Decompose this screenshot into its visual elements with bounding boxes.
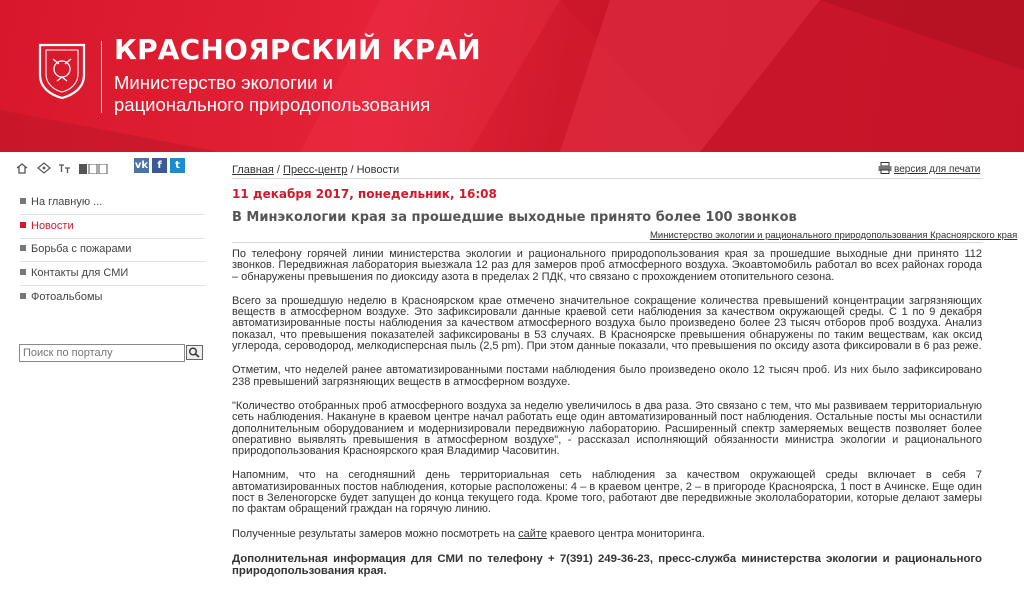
- bullet-icon: [20, 245, 26, 251]
- article-paragraph: Отметим, что неделей ранее автоматизированными постами наблюдения было произведено около 12 тысяч проб. Из них было зафиксировано 238 превышений загрязняющих веществ в атмосферном воздухе.: [232, 364, 982, 388]
- article-body: [232, 249, 982, 590]
- article-paragraph: По телефону горячей линии министерства экологии и рационального природопользования края за прошедшие выходные дни принято 112 звонков. Передвижная лаборатория выезжала 12 раз для замеров проб атмосферного воздуха. Экоавтомобиль работал во всех районах города – обнаружены превышения по диоксиду азота в пределах 2 ПДК, что связано с прохождением отопительного сезона.: [232, 248, 982, 283]
- print-version[interactable]: [878, 162, 980, 175]
- monitoring-site-link[interactable]: сайте: [518, 527, 547, 540]
- divider: [232, 178, 982, 179]
- font-size-icon[interactable]: [58, 162, 72, 174]
- menu-item-photo-albums[interactable]: [20, 289, 200, 305]
- sitemap-icon[interactable]: [37, 162, 51, 174]
- menu-item-fires[interactable]: [20, 241, 200, 257]
- menu-divider: [20, 214, 205, 215]
- breadcrumb: [232, 164, 399, 176]
- coat-of-arms-logo[interactable]: [37, 41, 87, 99]
- breadcrumb-separator: /: [273, 164, 284, 176]
- menu-item-label: Борьба с пожарами: [31, 243, 132, 255]
- article-paragraph: Напомним, что на сегодняшний день территориальная сеть наблюдения за качеством окружающей среды включает в себя 7 автоматизированных постов наблюдения, которые расположены: 4 – в краевом центре, 2 – в пригороде Красноярска, 1 пост в Ачинске. Еще один пост в Зеленогорске будет запущен до конца текущего года. Кроме того, работают две передвижные экололаборатории, которые делают замеры по фактам обращений граждан на горячую линию.: [232, 469, 982, 516]
- ministry-line-1: Министерство экологии и: [114, 72, 333, 93]
- low-vision-icon[interactable]: [79, 164, 108, 174]
- ministry-name: [114, 72, 474, 116]
- search-button[interactable]: [186, 345, 203, 360]
- bullet-icon: [20, 269, 26, 275]
- article-paragraph: [232, 529, 982, 540]
- menu-item-media-contacts[interactable]: [20, 265, 200, 281]
- media-contact-info: Дополнительная информация для СМИ по телефону + 7(391) 249-36-23, пресс-служба министерства экологии и рационального природопользования края.: [232, 552, 982, 577]
- menu-item-home[interactable]: [20, 194, 200, 210]
- breadcrumb-home-link[interactable]: Главная: [232, 164, 274, 176]
- search-icon: [187, 346, 202, 359]
- region-title[interactable]: КРАСНОЯРСКИЙ КРАЙ: [114, 33, 481, 66]
- print-version-link[interactable]: версия для печати: [894, 164, 981, 175]
- breadcrumb-current: Новости: [356, 164, 400, 176]
- article-date: 11 декабря 2017, понедельник, 16:08: [232, 187, 497, 201]
- menu-item-news[interactable]: [20, 218, 200, 234]
- menu-item-label: На главную ...: [31, 196, 103, 208]
- divider: [232, 242, 982, 243]
- paragraph-text: краевого центра мониторинга.: [546, 527, 705, 540]
- article-paragraph: "Количество отобранных проб атмосферного воздуха за неделю увеличилось в два раза. Это связано с тем, что мы развиваем территориальную сеть наблюдения. Накануне в краевом центре начал работать еще один автоматизированный пост наблюдения. Остальные посты мы оснастили дополнительным оборудованием и модернизировали передвижную лабораторию. Расширенный спектр замеряемых веществ позволяет более оперативно выявлять превышения в атмосферном воздухе", - рассказал исполняющий обязанности министра экологии и рационального природопользования Красноярского края Владимир Часовитин.: [232, 399, 982, 458]
- bullet-icon: [20, 293, 26, 299]
- bullet-icon: [20, 198, 26, 204]
- vkontakte-icon[interactable]: vk: [134, 160, 149, 171]
- home-icon[interactable]: [16, 163, 28, 174]
- twitter-icon[interactable]: t: [170, 158, 185, 173]
- facebook-icon[interactable]: f: [152, 158, 167, 173]
- bullet-icon: [20, 222, 26, 228]
- menu-item-label: Контакты для СМИ: [31, 267, 129, 279]
- header-divider: [101, 41, 102, 113]
- menu-divider: [20, 285, 205, 286]
- menu-item-label: Новости: [31, 220, 74, 232]
- menu-divider: [20, 238, 205, 239]
- breadcrumb-press-link[interactable]: Пресс-центр: [283, 164, 348, 176]
- site-header: [0, 0, 1024, 152]
- printer-icon: [878, 162, 892, 174]
- article-paragraph: Всего за прошедшую неделю в Красноярском крае отмечено значительное сокращение количества превышений концентрации загрязняющих веществ в атмосферном воздухе. Это зафиксировали данные краевой сети наблюдения за качеством окружающей среды. С 1 по 9 декабря автоматизированные посты наблюдения за качеством атмосферного воздуха было произведено более 23 тысяч отборов проб воздуха. Анализ показал, что превышения показателей зафиксированы в 53 случаях. В Красноярске превышения обнаружены по таким веществам, как оксид углерода, сероводород, мелкодисперсная пыль (2,5 pm). При этом данные показали, что превышения по оксиду азота фиксировали в 6 раз реже.: [232, 294, 982, 353]
- ministry-line-2: рационального природопользования: [114, 94, 431, 115]
- breadcrumb-separator: /: [347, 164, 357, 176]
- menu-item-label: Фотоальбомы: [31, 291, 103, 303]
- search-input[interactable]: [19, 344, 185, 362]
- menu-divider: [20, 261, 205, 262]
- article-title: В Минэкологии края за прошедшие выходные принято более 100 звонков: [232, 210, 797, 225]
- paragraph-text: Полученные результаты замеров можно посмотреть на: [232, 527, 519, 540]
- article-source-link[interactable]: Министерство экологии и рационального природопользования Красноярского края: [650, 230, 1018, 241]
